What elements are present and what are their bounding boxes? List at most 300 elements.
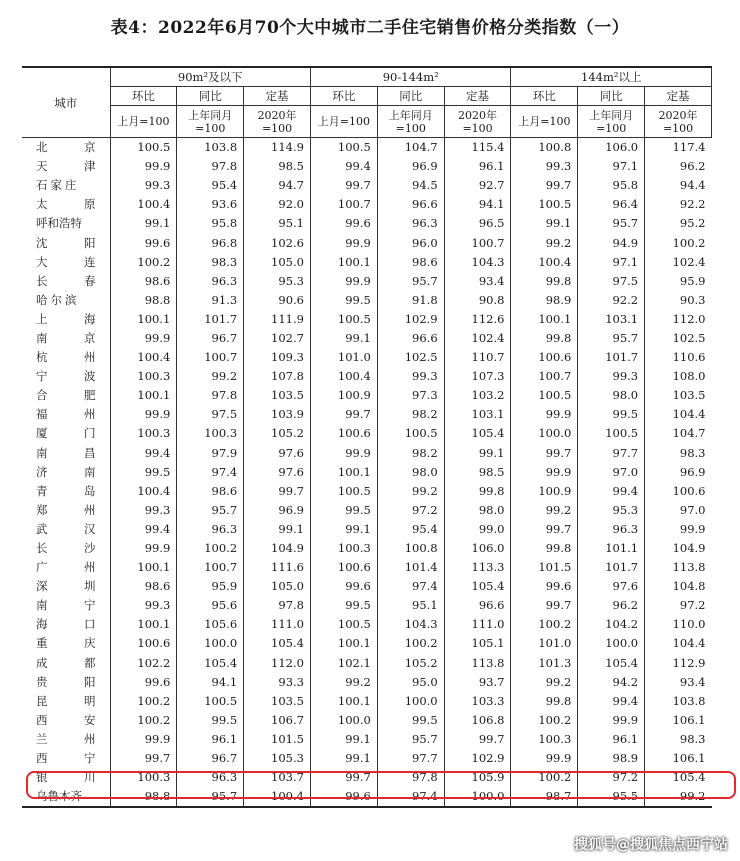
index-value: 95.7 — [177, 787, 244, 807]
index-value: 96.1 — [177, 730, 244, 749]
index-value: 100.2 — [511, 615, 578, 634]
index-value: 99.2 — [511, 673, 578, 692]
index-value: 99.4 — [310, 157, 377, 176]
index-value: 99.1 — [310, 730, 377, 749]
index-value: 96.7 — [177, 749, 244, 768]
group-header-medium: 90-144m² — [310, 67, 510, 87]
table-row — [22, 367, 712, 386]
index-value: 100.0 — [377, 692, 444, 711]
index-value: 99.7 — [110, 749, 177, 768]
index-value: 103.1 — [444, 405, 511, 424]
table-row — [22, 233, 712, 252]
table-row — [22, 424, 712, 443]
index-value: 100.1 — [310, 634, 377, 653]
index-value: 101.3 — [511, 654, 578, 673]
index-value: 98.6 — [110, 577, 177, 596]
sub-header-yoy: 同比 — [377, 87, 444, 106]
index-value: 104.3 — [377, 615, 444, 634]
index-value: 99.7 — [511, 176, 578, 195]
index-value: 95.9 — [645, 272, 712, 291]
index-value: 99.3 — [377, 367, 444, 386]
index-value: 111.0 — [444, 615, 511, 634]
index-value: 97.9 — [177, 444, 244, 463]
index-value: 97.2 — [377, 501, 444, 520]
index-value: 100.5 — [511, 386, 578, 405]
index-value: 99.2 — [645, 787, 712, 807]
city-name: 天津 — [36, 159, 96, 174]
base-header-mom: 上月=100 — [511, 106, 578, 138]
index-value: 98.5 — [444, 463, 511, 482]
city-name: 西安 — [36, 712, 96, 727]
table-row — [22, 654, 712, 673]
index-value: 95.7 — [177, 501, 244, 520]
index-value: 99.7 — [511, 444, 578, 463]
index-value: 98.5 — [244, 157, 311, 176]
price-index-table — [22, 66, 712, 808]
index-value: 101.5 — [244, 730, 311, 749]
index-value: 99.7 — [310, 768, 377, 787]
index-value: 98.7 — [511, 787, 578, 807]
index-value: 100.7 — [444, 233, 511, 252]
index-value: 91.8 — [377, 291, 444, 310]
index-value: 108.0 — [645, 367, 712, 386]
table-row — [22, 463, 712, 482]
index-value: 112.6 — [444, 310, 511, 329]
index-value: 99.7 — [511, 520, 578, 539]
city-name: 厦门 — [36, 426, 96, 441]
index-value: 95.6 — [177, 596, 244, 615]
index-value: 98.3 — [645, 730, 712, 749]
index-value: 113.3 — [444, 558, 511, 577]
index-value: 100.0 — [310, 711, 377, 730]
index-value: 99.8 — [511, 329, 578, 348]
index-value: 101.7 — [578, 558, 645, 577]
index-value: 97.6 — [578, 577, 645, 596]
index-value: 95.5 — [578, 787, 645, 807]
city-name: 杭州 — [36, 350, 96, 365]
index-value: 96.9 — [244, 501, 311, 520]
index-value: 106.8 — [444, 711, 511, 730]
base-header-row — [22, 106, 712, 138]
index-value: 102.7 — [244, 329, 311, 348]
city-name: 昆明 — [36, 693, 96, 708]
index-value: 104.4 — [645, 634, 712, 653]
sub-header-fixed: 定基 — [645, 87, 712, 106]
index-value: 100.5 — [310, 482, 377, 501]
index-value: 100.4 — [310, 367, 377, 386]
index-value: 103.5 — [244, 692, 311, 711]
index-value: 105.4 — [177, 654, 244, 673]
index-value: 104.4 — [645, 405, 712, 424]
index-value: 106.1 — [645, 749, 712, 768]
index-value: 112.9 — [645, 654, 712, 673]
index-value: 105.4 — [244, 634, 311, 653]
table-row — [22, 520, 712, 539]
city-name: 长沙 — [36, 541, 96, 556]
index-value: 99.5 — [310, 501, 377, 520]
index-value: 96.7 — [177, 329, 244, 348]
index-value: 105.6 — [177, 615, 244, 634]
index-value: 104.7 — [645, 424, 712, 443]
index-value: 100.4 — [110, 195, 177, 214]
index-value: 95.8 — [578, 176, 645, 195]
index-value: 100.1 — [110, 386, 177, 405]
index-value: 99.9 — [310, 444, 377, 463]
index-value: 99.3 — [110, 176, 177, 195]
index-value: 98.9 — [511, 291, 578, 310]
index-value: 105.9 — [444, 768, 511, 787]
index-value: 96.5 — [444, 214, 511, 233]
index-value: 98.0 — [578, 386, 645, 405]
index-value: 99.5 — [110, 463, 177, 482]
index-value: 96.3 — [177, 520, 244, 539]
sub-header-fixed: 定基 — [444, 87, 511, 106]
city-name: 沈阳 — [36, 235, 96, 250]
table-row — [22, 501, 712, 520]
index-value: 99.3 — [110, 596, 177, 615]
base-header-yoy: 上年同月=100 — [377, 106, 444, 138]
index-value: 95.7 — [377, 272, 444, 291]
index-value: 100.1 — [110, 615, 177, 634]
index-value: 95.3 — [244, 272, 311, 291]
index-value: 99.1 — [310, 520, 377, 539]
index-value: 105.3 — [244, 749, 311, 768]
index-value: 93.4 — [444, 272, 511, 291]
highlight-box — [26, 771, 736, 799]
index-value: 100.8 — [377, 539, 444, 558]
index-value: 102.5 — [377, 348, 444, 367]
index-value: 99.9 — [110, 539, 177, 558]
index-value: 100.5 — [578, 424, 645, 443]
index-value: 100.8 — [511, 138, 578, 158]
index-value: 99.6 — [310, 787, 377, 807]
index-value: 95.2 — [645, 214, 712, 233]
index-value: 99.9 — [110, 329, 177, 348]
index-value: 100.5 — [310, 310, 377, 329]
index-value: 95.4 — [177, 176, 244, 195]
index-value: 100.1 — [310, 253, 377, 272]
index-value: 100.4 — [110, 348, 177, 367]
index-value: 102.5 — [645, 329, 712, 348]
index-value: 103.5 — [244, 386, 311, 405]
index-value: 98.0 — [377, 463, 444, 482]
index-value: 100.1 — [310, 463, 377, 482]
city-name: 太原 — [36, 197, 96, 212]
city-name: 长春 — [36, 273, 96, 288]
base-header-mom: 上月=100 — [310, 106, 377, 138]
index-value: 93.3 — [244, 673, 311, 692]
index-value: 105.4 — [444, 424, 511, 443]
index-value: 96.6 — [444, 596, 511, 615]
index-value: 94.7 — [244, 176, 311, 195]
index-value: 115.4 — [444, 138, 511, 158]
index-value: 100.2 — [177, 539, 244, 558]
index-value: 100.1 — [110, 558, 177, 577]
index-value: 97.1 — [578, 157, 645, 176]
city-name: 成都 — [36, 655, 96, 670]
index-value: 103.1 — [578, 310, 645, 329]
index-value: 99.1 — [110, 214, 177, 233]
index-value: 97.1 — [578, 253, 645, 272]
table-row — [22, 195, 712, 214]
index-value: 96.3 — [377, 214, 444, 233]
index-value: 96.2 — [578, 596, 645, 615]
city-name: 郑州 — [36, 502, 96, 517]
city-name: 宁波 — [36, 369, 96, 384]
index-value: 95.8 — [177, 214, 244, 233]
index-value: 97.4 — [377, 787, 444, 807]
index-value: 90.3 — [645, 291, 712, 310]
index-value: 106.0 — [444, 539, 511, 558]
sub-header-mom: 环比 — [110, 87, 177, 106]
index-value: 103.2 — [444, 386, 511, 405]
index-value: 100.9 — [310, 386, 377, 405]
index-value: 102.9 — [377, 310, 444, 329]
index-value: 97.0 — [645, 501, 712, 520]
index-value: 95.7 — [377, 730, 444, 749]
index-value: 99.8 — [511, 692, 578, 711]
table-row — [22, 673, 712, 692]
index-value: 100.3 — [310, 539, 377, 558]
index-value: 106.7 — [244, 711, 311, 730]
city-name: 乌鲁木齐 — [22, 787, 110, 807]
index-value: 100.5 — [377, 424, 444, 443]
index-value: 100.3 — [177, 424, 244, 443]
index-value: 102.4 — [444, 329, 511, 348]
index-value: 106.0 — [578, 138, 645, 158]
index-value: 99.9 — [645, 520, 712, 539]
index-value: 101.1 — [578, 539, 645, 558]
index-value: 100.3 — [110, 424, 177, 443]
index-value: 92.2 — [578, 291, 645, 310]
table-row — [22, 539, 712, 558]
index-value: 99.9 — [310, 272, 377, 291]
index-value: 98.6 — [177, 482, 244, 501]
index-value: 105.0 — [244, 577, 311, 596]
index-value: 101.0 — [310, 348, 377, 367]
index-value: 94.2 — [578, 673, 645, 692]
index-value: 102.9 — [444, 749, 511, 768]
index-value: 99.8 — [511, 272, 578, 291]
index-value: 105.4 — [645, 768, 712, 787]
index-value: 94.4 — [645, 176, 712, 195]
index-value: 107.3 — [444, 367, 511, 386]
index-value: 98.2 — [377, 405, 444, 424]
city-name: 石家庄 — [36, 178, 80, 193]
city-name: 合肥 — [36, 388, 96, 403]
base-header-mom: 上月=100 — [110, 106, 177, 138]
index-value: 95.0 — [377, 673, 444, 692]
table-row — [22, 291, 712, 310]
city-name: 呼和浩特 — [36, 216, 82, 231]
index-value: 105.4 — [444, 577, 511, 596]
index-value: 102.1 — [310, 654, 377, 673]
index-value: 94.1 — [444, 195, 511, 214]
index-value: 94.5 — [377, 176, 444, 195]
index-value: 111.0 — [244, 615, 311, 634]
index-value: 104.9 — [244, 539, 311, 558]
index-value: 100.7 — [511, 367, 578, 386]
index-value: 96.4 — [578, 195, 645, 214]
index-value: 100.6 — [310, 424, 377, 443]
index-value: 99.7 — [244, 482, 311, 501]
index-value: 97.2 — [578, 768, 645, 787]
base-header-fixed: 2020年=100 — [244, 106, 311, 138]
watermark-text: 搜狐号@搜狐焦点西宁站 — [574, 837, 728, 853]
index-value: 98.8 — [110, 291, 177, 310]
index-value: 100.3 — [110, 768, 177, 787]
table-row — [22, 310, 712, 329]
index-value: 99.4 — [578, 692, 645, 711]
table-row — [22, 596, 712, 615]
index-value: 92.0 — [244, 195, 311, 214]
index-value: 105.0 — [244, 253, 311, 272]
index-value: 100.6 — [511, 348, 578, 367]
index-value: 99.3 — [511, 157, 578, 176]
index-value: 102.4 — [645, 253, 712, 272]
index-value: 95.3 — [578, 501, 645, 520]
index-value: 96.1 — [444, 157, 511, 176]
index-value: 105.2 — [244, 424, 311, 443]
table-row — [22, 214, 712, 233]
index-value: 104.9 — [645, 539, 712, 558]
city-name: 西宁 — [36, 751, 96, 766]
index-value: 95.1 — [244, 214, 311, 233]
index-value: 96.2 — [645, 157, 712, 176]
table-row — [22, 348, 712, 367]
index-value: 103.8 — [645, 692, 712, 711]
index-value: 90.6 — [244, 291, 311, 310]
index-value: 100.1 — [110, 310, 177, 329]
index-value: 95.7 — [578, 214, 645, 233]
index-value: 99.1 — [310, 329, 377, 348]
city-column-header: 城市 — [22, 67, 110, 138]
index-value: 99.2 — [377, 482, 444, 501]
index-value: 96.8 — [177, 233, 244, 252]
index-value: 100.2 — [110, 711, 177, 730]
city-name: 上海 — [36, 311, 96, 326]
index-value: 99.7 — [444, 730, 511, 749]
city-name: 银川 — [36, 770, 96, 785]
index-value: 98.0 — [444, 501, 511, 520]
index-value: 97.3 — [377, 386, 444, 405]
index-value: 95.9 — [177, 577, 244, 596]
index-value: 105.1 — [444, 634, 511, 653]
index-value: 98.6 — [110, 272, 177, 291]
index-value: 98.9 — [578, 749, 645, 768]
group-header-large: 144m²以上 — [511, 67, 712, 87]
table-row — [22, 138, 712, 158]
index-value: 99.3 — [110, 501, 177, 520]
index-value: 110.6 — [645, 348, 712, 367]
index-value: 110.7 — [444, 348, 511, 367]
index-value: 96.9 — [377, 157, 444, 176]
index-value: 99.8 — [511, 539, 578, 558]
index-value: 96.0 — [377, 233, 444, 252]
index-value: 105.2 — [377, 654, 444, 673]
sub-header-yoy: 同比 — [578, 87, 645, 106]
index-value: 94.1 — [177, 673, 244, 692]
index-value: 97.6 — [244, 444, 311, 463]
index-value: 98.2 — [377, 444, 444, 463]
index-value: 109.3 — [244, 348, 311, 367]
index-value: 99.1 — [444, 444, 511, 463]
index-value: 97.7 — [578, 444, 645, 463]
index-value: 99.7 — [511, 596, 578, 615]
table-row — [22, 749, 712, 768]
index-value: 100.0 — [578, 634, 645, 653]
index-value: 103.9 — [244, 405, 311, 424]
index-value: 100.2 — [110, 253, 177, 272]
index-value: 99.2 — [177, 367, 244, 386]
index-value: 100.3 — [511, 730, 578, 749]
index-value: 99.4 — [578, 482, 645, 501]
index-value: 99.0 — [444, 520, 511, 539]
index-value: 92.7 — [444, 176, 511, 195]
table-body — [22, 138, 712, 808]
index-value: 99.9 — [511, 405, 578, 424]
index-value: 99.5 — [578, 405, 645, 424]
index-value: 97.8 — [244, 596, 311, 615]
index-value: 103.8 — [177, 138, 244, 158]
table-row — [22, 176, 712, 195]
index-value: 93.6 — [177, 195, 244, 214]
index-value: 104.3 — [444, 253, 511, 272]
index-value: 101.5 — [511, 558, 578, 577]
table-row — [22, 634, 712, 653]
city-name: 兰州 — [36, 731, 96, 746]
index-value: 97.0 — [578, 463, 645, 482]
base-header-fixed: 2020年=100 — [645, 106, 712, 138]
index-value: 106.1 — [645, 711, 712, 730]
index-value: 104.7 — [377, 138, 444, 158]
table-row — [22, 253, 712, 272]
city-name: 南宁 — [36, 598, 96, 613]
index-value: 105.4 — [578, 654, 645, 673]
index-value: 100.0 — [177, 634, 244, 653]
index-value: 104.2 — [578, 615, 645, 634]
index-value: 100.4 — [511, 253, 578, 272]
index-value: 96.6 — [377, 329, 444, 348]
index-value: 111.6 — [244, 558, 311, 577]
index-value: 99.5 — [310, 291, 377, 310]
index-value: 96.3 — [578, 520, 645, 539]
index-value: 99.4 — [110, 520, 177, 539]
index-value: 99.1 — [511, 214, 578, 233]
table-row — [22, 444, 712, 463]
index-value: 95.7 — [578, 329, 645, 348]
sub-header-mom: 环比 — [511, 87, 578, 106]
index-value: 100.2 — [645, 233, 712, 252]
table-row — [22, 692, 712, 711]
index-value: 93.7 — [444, 673, 511, 692]
index-value: 96.3 — [177, 272, 244, 291]
table-row — [22, 482, 712, 501]
city-name: 广州 — [36, 560, 96, 575]
group-header-small: 90m²及以下 — [110, 67, 310, 87]
index-value: 90.8 — [444, 291, 511, 310]
city-name: 青岛 — [36, 483, 96, 498]
city-name: 海口 — [36, 617, 96, 632]
city-name: 哈尔滨 — [36, 292, 80, 307]
index-value: 100.1 — [310, 692, 377, 711]
index-value: 99.9 — [110, 405, 177, 424]
index-value: 95.1 — [377, 596, 444, 615]
index-value: 113.8 — [645, 558, 712, 577]
index-value: 98.3 — [177, 253, 244, 272]
index-value: 97.5 — [177, 405, 244, 424]
index-value: 110.0 — [645, 615, 712, 634]
